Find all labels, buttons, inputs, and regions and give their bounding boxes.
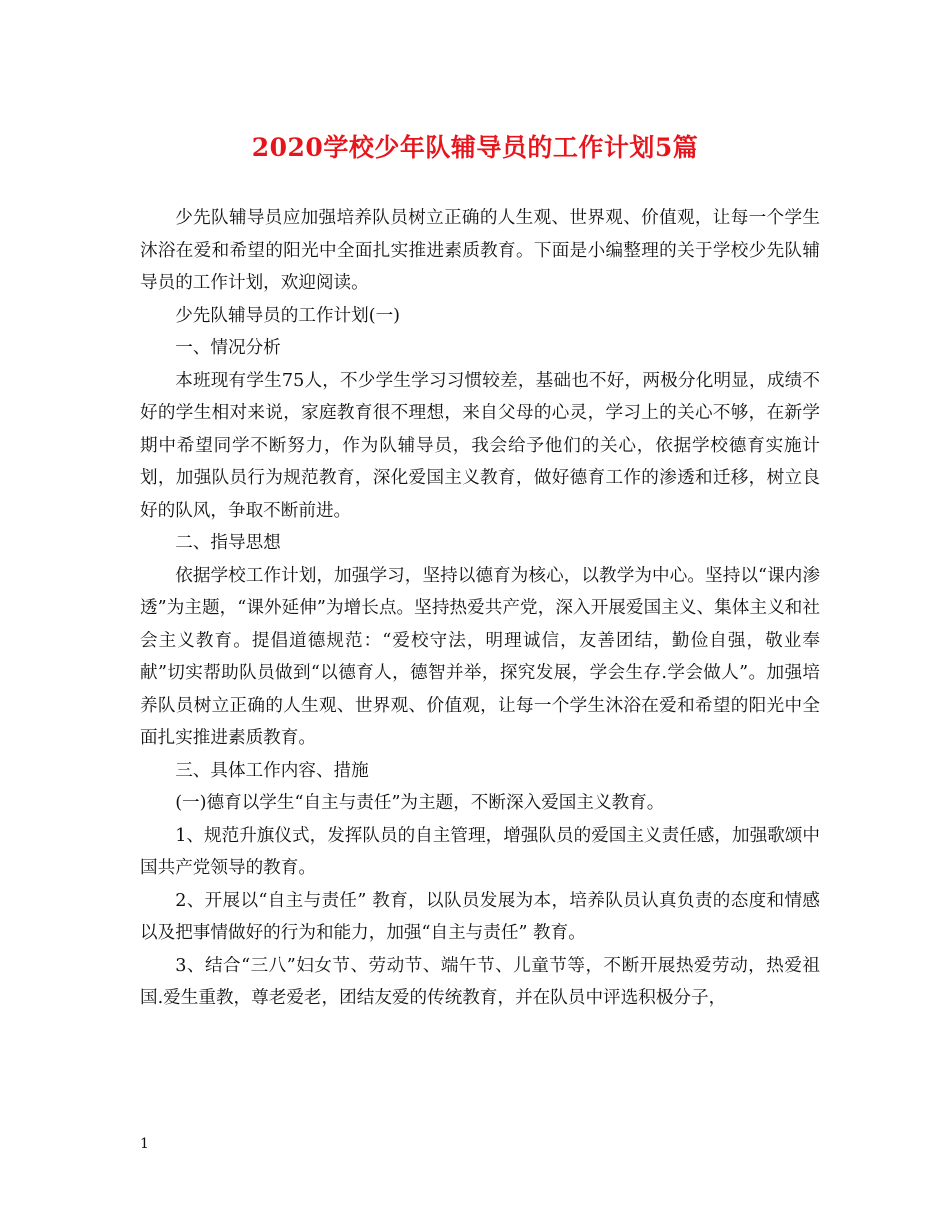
section-heading-plan-one: 少先队辅导员的工作计划(一) [175, 305, 401, 326]
document-body [140, 202, 820, 1015]
heading-work-content: 三、具体工作内容、措施 [175, 760, 369, 781]
intro-paragraph: 少先队辅导员应加强培养队员树立正确的人生观、世界观、价值观，让每一个学生沐浴在爱和希望的阳光中全面扎实推进素质教育。下面是小编整理的关于学校少先队辅导员的工作计划，欢迎阅读。 [140, 208, 820, 293]
paragraph-situation-analysis: 本班现有学生75人，不少学生学习习惯较差，基础也不好，两极分化明显，成绩不好的学生相对来说，家庭教育很不理想，来自父母的心灵，学习上的关心不够，在新学期中希望同学不断努力，作为队辅导员，我会给予他们的关心，依据学校德育实施计划，加强队员行为规范教育，深化爱国主义教育，做好德育工作的渗透和迁移，树立良好的队风，争取不断前进。 [140, 370, 820, 521]
list-item-1: 1、规范升旗仪式，发挥队员的自主管理，增强队员的爱国主义责任感，加强歌颂中国共产党领导的教育。 [140, 825, 820, 878]
heading-situation-analysis: 一、情况分析 [175, 338, 281, 358]
document-title: 2020学校少年队辅导员的工作计划5篇 [251, 133, 699, 162]
paragraph-guiding-ideology: 依据学校工作计划，加强学习，坚持以德育为核心，以教学为中心。坚持以“课内渗透”为主题，“课外延伸”为增长点。坚持热爱共产党，深入开展爱国主义、集体主义和社会主义教育。提倡道德规范：“爱校守法，明理诚信，友善团结，勤俭自强，敬业奉献”切实帮助队员做到“以德育人，德智并举，探究发展，学会生存.学会做人”。加强培养队员树立正确的人生观、世界观、价值观，让每一个学生沐浴在爱和希望的阳光中全面扎实推进素质教育。 [140, 565, 820, 748]
subheading-moral-education: (一)德育以学生“自主与责任”为主题，不断深入爱国主义教育。 [175, 793, 665, 813]
heading-guiding-ideology: 二、指导思想 [175, 533, 281, 553]
list-item-3: 3、结合“三八”妇女节、劳动节、端午节、儿童节等，不断开展热爱劳动，热爱祖国.爱生重教，尊老爱老，团结友爱的传统教育，并在队员中评选积极分子， [140, 955, 820, 1008]
page-number: 1 [140, 1136, 149, 1152]
list-item-2: 2、开展以“自主与责任” 教育，以队员发展为本，培养队员认真负责的态度和情感以及把事情做好的行为和能力，加强“自主与责任” 教育。 [140, 890, 820, 943]
